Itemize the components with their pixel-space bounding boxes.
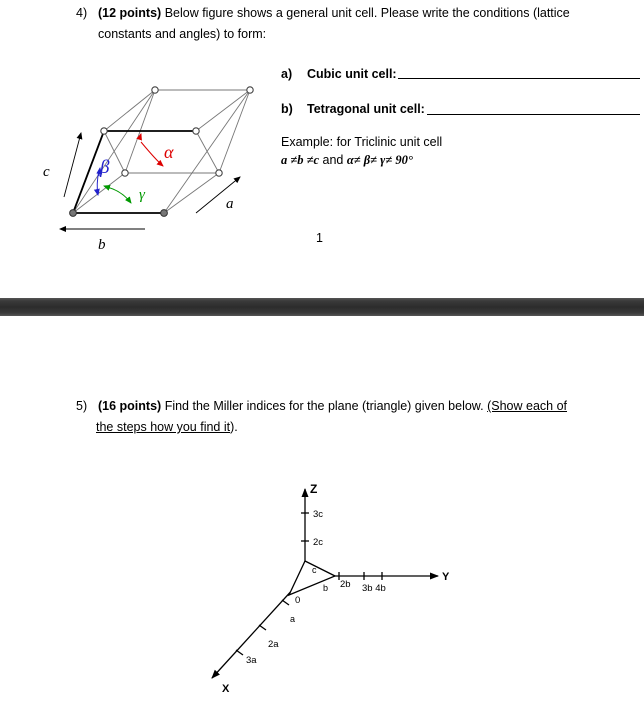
q4-part-a-label: a) bbox=[281, 67, 293, 81]
tick-2b: 2b bbox=[340, 579, 351, 590]
q5-text-end: ). bbox=[230, 420, 238, 434]
q4-part-b-label: b) bbox=[281, 102, 293, 116]
unit-cell-figure bbox=[30, 75, 260, 260]
q5-text-line1: Find the Miller indices for the plane (triangle) given below. bbox=[164, 399, 484, 413]
q4-part-b bbox=[281, 99, 425, 120]
c-axis-arrow bbox=[64, 133, 81, 197]
page-number: 1 bbox=[316, 231, 323, 245]
gamma-label: γ bbox=[139, 187, 145, 203]
tick-3a: 3a bbox=[246, 655, 257, 666]
q4-example bbox=[281, 133, 442, 169]
beta-angle-arc bbox=[97, 170, 99, 195]
miller-axes-figure bbox=[190, 476, 490, 713]
y-axis-label: Y bbox=[442, 571, 450, 583]
tick-a: a bbox=[290, 614, 296, 624]
q4-example-lengths: a ≠b ≠c bbox=[281, 153, 320, 167]
cell-bold-edges bbox=[73, 131, 196, 213]
q5-underlined-2: the steps how you find it bbox=[96, 420, 231, 434]
tick-2a: 2a bbox=[268, 639, 279, 650]
tick-c: c bbox=[312, 565, 317, 575]
q4-part-a-text: Cubic unit cell: bbox=[307, 67, 397, 81]
q4-answer-a-line[interactable] bbox=[398, 78, 640, 79]
z-axis-label: Z bbox=[310, 482, 318, 496]
tick-3c: 3c bbox=[313, 509, 324, 520]
origin-label: 0 bbox=[295, 595, 301, 606]
tick-b: b bbox=[323, 583, 329, 593]
q5-prompt bbox=[76, 396, 636, 438]
x-axis-label: X bbox=[222, 683, 230, 695]
q4-answer-b-line[interactable] bbox=[427, 114, 640, 115]
alpha-angle-arc bbox=[141, 142, 163, 166]
alpha-arrow-start bbox=[140, 134, 141, 137]
q4-number: 4) bbox=[76, 6, 88, 20]
page-question-5 bbox=[0, 316, 644, 713]
q4-example-line1: Example: for Triclinic unit cell bbox=[281, 135, 443, 149]
q5-points: (16 points) bbox=[98, 399, 162, 413]
q4-part-b-text: Tetragonal unit cell: bbox=[307, 102, 425, 116]
q5-underlined-1: (Show each of bbox=[487, 399, 568, 413]
q4-example-angles: α≠ β≠ γ≠ 90° bbox=[346, 153, 413, 167]
c-label: c bbox=[43, 164, 50, 180]
q4-points: (12 points) bbox=[98, 6, 162, 20]
page-divider bbox=[0, 298, 644, 316]
q4-part-a bbox=[281, 64, 397, 85]
beta-label: β bbox=[100, 157, 110, 178]
q4-text-line1: Below figure shows a general unit cell. Please write the conditions (lattice bbox=[164, 6, 570, 20]
gamma-angle-arc bbox=[107, 187, 131, 203]
q4-text-line2: constants and angles) to form: bbox=[98, 27, 267, 41]
q4-prompt bbox=[76, 3, 636, 45]
page-question-4 bbox=[0, 0, 644, 298]
q4-example-and: and bbox=[322, 153, 344, 167]
b-label: b bbox=[98, 237, 106, 253]
alpha-label: α bbox=[164, 142, 174, 162]
q5-number: 5) bbox=[76, 399, 88, 413]
cell-thin-edges bbox=[73, 90, 250, 213]
tick-2c: 2c bbox=[313, 537, 324, 548]
tick-3b-4b: 3b 4b bbox=[362, 583, 386, 594]
a-label: a bbox=[226, 196, 234, 212]
